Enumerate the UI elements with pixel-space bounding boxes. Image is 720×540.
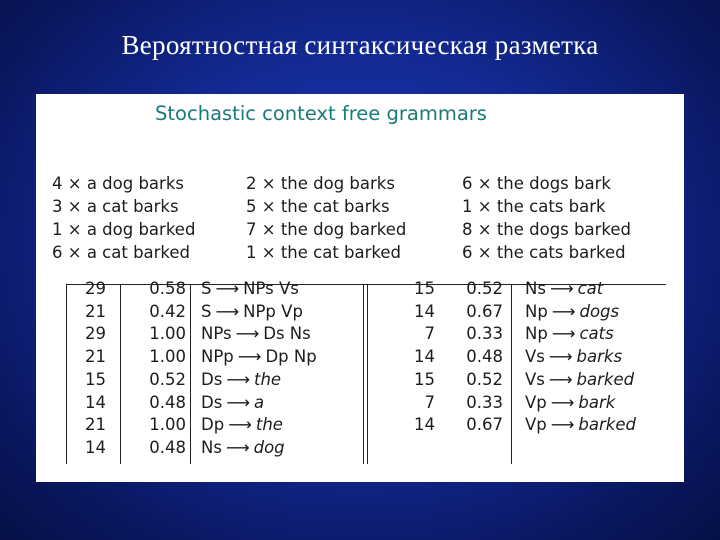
rule-probability: 0.52 bbox=[466, 279, 503, 298]
rule-production bbox=[201, 345, 317, 368]
rule-production bbox=[201, 300, 303, 323]
rule-production bbox=[525, 368, 634, 391]
count-line: 4 × a dog barks bbox=[52, 174, 184, 193]
arrow-symbol: ⟶ bbox=[235, 324, 260, 344]
arrow-symbol: ⟶ bbox=[550, 415, 575, 435]
rule-lhs: S bbox=[201, 301, 212, 321]
rule-lhs: S bbox=[201, 279, 212, 298]
rule-production bbox=[525, 277, 603, 300]
rule-rhs: cat bbox=[577, 279, 604, 298]
arrow-symbol: ⟶ bbox=[549, 279, 574, 298]
rule-rhs: Ds Ns bbox=[263, 324, 311, 344]
rule-probability: 0.33 bbox=[466, 392, 503, 412]
rule-production bbox=[525, 345, 622, 368]
panel-heading: Stochastic context free grammars bbox=[155, 102, 487, 125]
rule-count: 29 bbox=[85, 324, 106, 344]
rule-lhs: Dp bbox=[201, 415, 225, 435]
counts-column-the-singular bbox=[246, 172, 406, 264]
count-line: 6 × a cat barked bbox=[52, 243, 191, 262]
rule-lhs: Ns bbox=[525, 279, 546, 298]
rule-probability: 0.48 bbox=[466, 347, 503, 367]
rule-count: 21 bbox=[85, 415, 106, 435]
count-line: 1 × a dog barked bbox=[52, 220, 196, 239]
count-line: 1 × the cats bark bbox=[462, 197, 606, 216]
rule-rhs: Dp Np bbox=[265, 347, 317, 367]
rule-count: 15 bbox=[85, 369, 106, 389]
slide-title: Вероятностная синтаксическая разметка bbox=[121, 30, 599, 60]
rule-production bbox=[525, 391, 615, 414]
arrow-symbol: ⟶ bbox=[215, 301, 240, 321]
rule-probability: 0.58 bbox=[149, 279, 186, 298]
rule-count: 21 bbox=[85, 301, 106, 321]
count-line: 6 × the dogs bark bbox=[462, 174, 611, 193]
rule-rhs: dogs bbox=[579, 301, 620, 321]
rule-count: 21 bbox=[85, 347, 106, 367]
rule-rhs: NPs Vs bbox=[243, 279, 299, 298]
rule-production bbox=[201, 277, 299, 300]
arrow-symbol: ⟶ bbox=[551, 301, 576, 321]
rule-production bbox=[525, 413, 636, 436]
rule-count: 14 bbox=[414, 347, 435, 367]
rule-production bbox=[525, 300, 619, 323]
count-line: 2 × the dog barks bbox=[246, 174, 395, 193]
rule-probability: 0.52 bbox=[149, 369, 186, 389]
table-border bbox=[190, 284, 191, 464]
rule-rhs: dog bbox=[253, 437, 285, 457]
grammar-rules-table bbox=[66, 279, 666, 464]
arrow-symbol: ⟶ bbox=[215, 279, 240, 298]
table-border bbox=[363, 284, 364, 464]
rule-rhs: cats bbox=[579, 324, 614, 344]
rule-lhs: Ds bbox=[201, 392, 223, 412]
rule-production bbox=[201, 436, 285, 459]
rule-probability: 0.48 bbox=[149, 392, 186, 412]
rule-probability: 1.00 bbox=[149, 324, 186, 344]
arrow-symbol: ⟶ bbox=[237, 347, 262, 367]
rule-lhs: Vp bbox=[525, 415, 547, 435]
rule-lhs: Vs bbox=[525, 369, 545, 389]
count-line: 8 × the dogs barked bbox=[462, 220, 631, 239]
count-line: 1 × the cat barked bbox=[246, 243, 401, 262]
count-line: 5 × the cat barks bbox=[246, 197, 390, 216]
grammar-panel bbox=[36, 94, 684, 482]
rule-production bbox=[201, 413, 283, 436]
rule-lhs: NPp bbox=[201, 347, 234, 367]
rule-rhs: the bbox=[253, 369, 282, 389]
rule-count: 15 bbox=[414, 369, 435, 389]
rule-count: 7 bbox=[424, 324, 435, 344]
rule-probability: 0.42 bbox=[149, 301, 186, 321]
rule-lhs: Ds bbox=[201, 369, 223, 389]
rule-production bbox=[525, 322, 614, 345]
rule-lhs: Np bbox=[525, 324, 548, 344]
rule-rhs: NPp Vp bbox=[243, 301, 303, 321]
rule-rhs: bark bbox=[578, 392, 616, 412]
rule-probability: 1.00 bbox=[149, 415, 186, 435]
rule-production bbox=[201, 391, 264, 414]
count-line: 6 × the cats barked bbox=[462, 243, 626, 262]
table-border bbox=[511, 284, 512, 464]
rule-lhs: Ns bbox=[201, 437, 222, 457]
rule-lhs: Vs bbox=[525, 347, 545, 367]
counts-column-a bbox=[52, 172, 195, 264]
rule-probability: 0.52 bbox=[466, 369, 503, 389]
rule-probability: 0.67 bbox=[466, 415, 503, 435]
arrow-symbol: ⟶ bbox=[548, 347, 573, 367]
rule-production bbox=[201, 322, 311, 345]
arrow-symbol: ⟶ bbox=[550, 392, 575, 412]
rule-count: 15 bbox=[414, 279, 435, 298]
rule-count: 14 bbox=[85, 392, 106, 412]
count-line: 3 × a cat barks bbox=[52, 197, 179, 216]
arrow-symbol: ⟶ bbox=[226, 369, 250, 389]
rule-lhs: Np bbox=[525, 301, 548, 321]
rule-production bbox=[201, 368, 281, 391]
rule-count: 29 bbox=[85, 279, 106, 298]
rule-count: 14 bbox=[414, 415, 435, 435]
rule-rhs: barked bbox=[578, 415, 636, 435]
rule-rhs: a bbox=[253, 392, 265, 412]
rule-count: 14 bbox=[85, 437, 106, 457]
rule-count: 7 bbox=[424, 392, 435, 412]
count-line: 7 × the dog barked bbox=[246, 220, 407, 239]
rule-probability: 0.67 bbox=[466, 301, 503, 321]
arrow-symbol: ⟶ bbox=[228, 415, 252, 435]
rule-lhs: NPs bbox=[201, 324, 232, 344]
arrow-symbol: ⟶ bbox=[551, 324, 576, 344]
rule-rhs: barks bbox=[576, 347, 623, 367]
rule-probability: 1.00 bbox=[149, 347, 186, 367]
rule-probability: 0.33 bbox=[466, 324, 503, 344]
arrow-symbol: ⟶ bbox=[548, 369, 573, 389]
rule-rhs: the bbox=[255, 415, 283, 435]
arrow-symbol: ⟶ bbox=[225, 437, 250, 457]
rule-probability: 0.48 bbox=[149, 437, 186, 457]
counts-column-the-plural bbox=[462, 172, 631, 264]
rule-lhs: Vp bbox=[525, 392, 547, 412]
arrow-symbol: ⟶ bbox=[226, 392, 250, 412]
rule-rhs: barked bbox=[576, 369, 635, 389]
rule-count: 14 bbox=[414, 301, 435, 321]
